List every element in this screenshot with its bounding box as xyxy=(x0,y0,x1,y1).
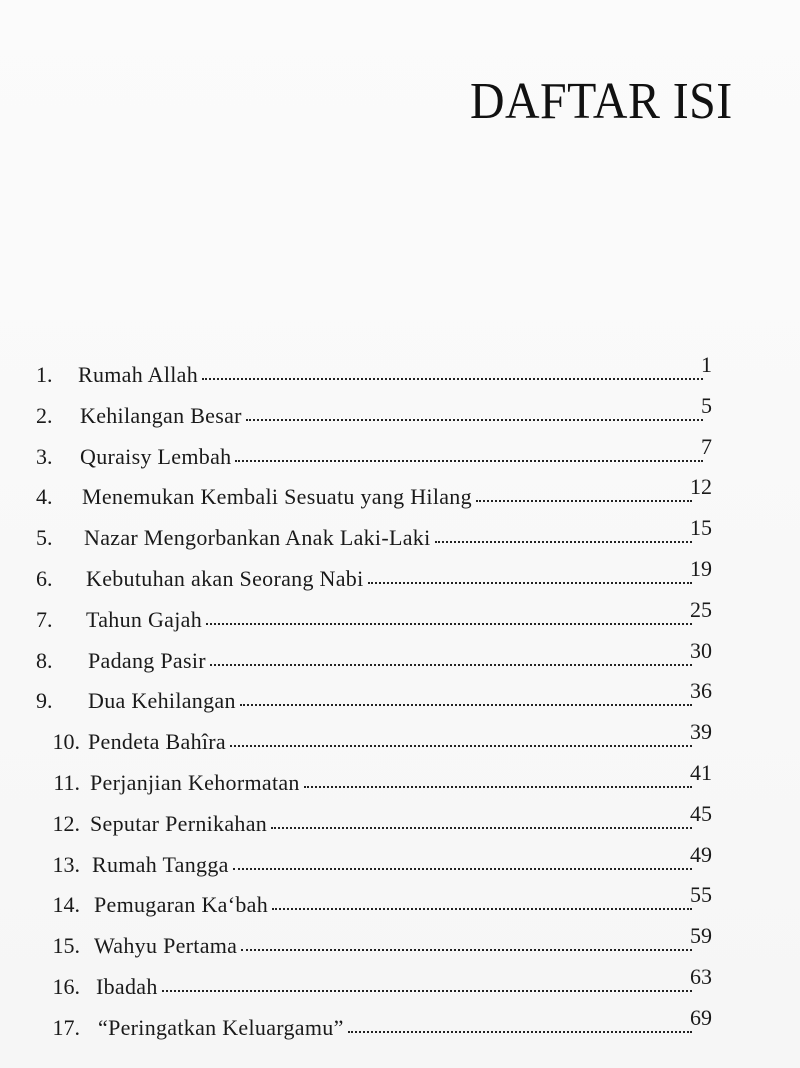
toc-dot-leader xyxy=(271,827,692,829)
toc-entry[interactable] xyxy=(28,637,718,676)
toc-entry-title: Perjanjian Kehormatan xyxy=(90,770,300,795)
toc-dot-leader xyxy=(476,500,692,502)
toc-entry-number: 6. xyxy=(36,566,53,591)
toc-entry-title: Kebutuhan akan Seorang Nabi xyxy=(86,566,364,591)
toc-entry[interactable] xyxy=(28,515,718,553)
toc-entry-page-number: 1 xyxy=(701,352,712,377)
toc-entry[interactable] xyxy=(28,596,718,635)
toc-entry-page-number: 69 xyxy=(690,1004,712,1030)
toc-entry-title: Tahun Gajah xyxy=(86,606,202,632)
toc-entry[interactable] xyxy=(28,678,718,716)
toc-entry-page-number: 49 xyxy=(690,841,712,867)
toc-dot-leader xyxy=(162,990,692,992)
toc-dot-leader xyxy=(206,623,692,625)
toc-entry-page-number: 15 xyxy=(690,515,712,541)
toc-entry-number: 2. xyxy=(36,402,53,428)
toc-dot-leader xyxy=(348,1031,692,1033)
toc-dot-leader xyxy=(230,745,692,747)
toc-entry-page-number: 55 xyxy=(690,882,712,908)
toc-entry-title: Kehilangan Besar xyxy=(80,402,242,428)
toc-entry-number: 1. xyxy=(36,362,53,387)
toc-entry-number: 3. xyxy=(36,443,53,469)
toc-entry[interactable] xyxy=(28,474,718,512)
toc-entry[interactable] xyxy=(28,352,718,390)
toc-dot-leader xyxy=(240,704,692,706)
toc-entry[interactable] xyxy=(28,556,718,594)
toc-dot-leader xyxy=(210,664,692,666)
toc-entry[interactable] xyxy=(28,841,718,880)
toc-dot-leader xyxy=(435,541,692,543)
toc-entry-number: 7. xyxy=(36,606,53,632)
toc-entry-number: 5. xyxy=(36,525,53,551)
toc-entry-title: Ibadah xyxy=(96,974,158,999)
toc-entry-number: 14. xyxy=(52,892,80,918)
toc-entry-title: Menemukan Kembali Sesuatu yang Hilang xyxy=(82,484,472,510)
toc-entry-number: 10. xyxy=(52,729,80,755)
toc-entry-number: 9. xyxy=(36,688,53,714)
toc-entry-page-number: 39 xyxy=(690,719,712,745)
toc-entry-title: “Peringatkan Keluargamu” xyxy=(98,1014,344,1040)
toc-dot-leader xyxy=(241,949,692,951)
toc-entry-number: 16. xyxy=(52,974,80,999)
toc-entry-title: Rumah Tangga xyxy=(92,851,229,877)
toc-entry[interactable] xyxy=(28,800,718,839)
toc-entry-title: Dua Kehilangan xyxy=(88,688,236,714)
toc-dot-leader xyxy=(272,908,692,910)
toc-entry-page-number: 63 xyxy=(690,964,712,989)
toc-entry-title: Padang Pasir xyxy=(88,647,206,673)
toc-entry-number: 11. xyxy=(53,770,80,795)
toc-entry-page-number: 59 xyxy=(690,923,712,949)
toc-entry-title: Pendeta Bahîra xyxy=(88,729,226,755)
page-title: DAFTAR ISI xyxy=(470,73,733,130)
toc-entry[interactable] xyxy=(28,760,718,798)
toc-entry-page-number: 12 xyxy=(690,474,712,500)
toc-dot-leader xyxy=(246,419,703,421)
toc-entry-title: Rumah Allah xyxy=(78,362,199,387)
toc-entry[interactable] xyxy=(28,433,718,472)
toc-entry-page-number: 41 xyxy=(690,760,712,785)
toc-entry[interactable] xyxy=(28,964,718,1002)
toc-entry-page-number: 7 xyxy=(701,433,712,459)
toc-entry-title: Wahyu Pertama xyxy=(94,933,238,959)
toc-entry-number: 15. xyxy=(52,933,80,959)
toc-entry-number: 13. xyxy=(52,851,80,877)
toc-dot-leader xyxy=(235,460,703,462)
toc-entry-number: 12. xyxy=(52,810,80,836)
toc-entry[interactable] xyxy=(28,1004,718,1043)
toc-entry[interactable] xyxy=(28,719,718,757)
toc-entry[interactable] xyxy=(28,392,718,431)
toc-dot-leader xyxy=(304,786,692,788)
toc-entry-number: 4. xyxy=(36,484,53,510)
toc-dot-leader xyxy=(233,868,692,870)
toc-entry-page-number: 19 xyxy=(690,556,712,581)
toc-entry-title: Nazar Mengorbankan Anak Laki-Laki xyxy=(84,525,431,551)
toc-entry-title: Quraisy Lembah xyxy=(80,443,232,469)
toc-entry-page-number: 30 xyxy=(690,637,712,663)
toc-entry-number: 8. xyxy=(36,647,53,673)
toc-entry[interactable] xyxy=(28,882,718,920)
toc-entry-number: 17. xyxy=(52,1014,80,1040)
toc-dot-leader xyxy=(368,582,692,584)
toc-dot-leader xyxy=(202,378,703,380)
toc-entry[interactable] xyxy=(28,923,718,961)
toc-entry-page-number: 5 xyxy=(701,392,712,418)
toc-entry-title: Pemugaran Ka‘bah xyxy=(94,892,269,918)
toc-entry-title: Seputar Pernikahan xyxy=(90,810,268,836)
toc-entry-page-number: 45 xyxy=(690,800,712,826)
toc-entry-page-number: 36 xyxy=(690,678,712,704)
toc-entry-page-number: 25 xyxy=(690,596,712,622)
